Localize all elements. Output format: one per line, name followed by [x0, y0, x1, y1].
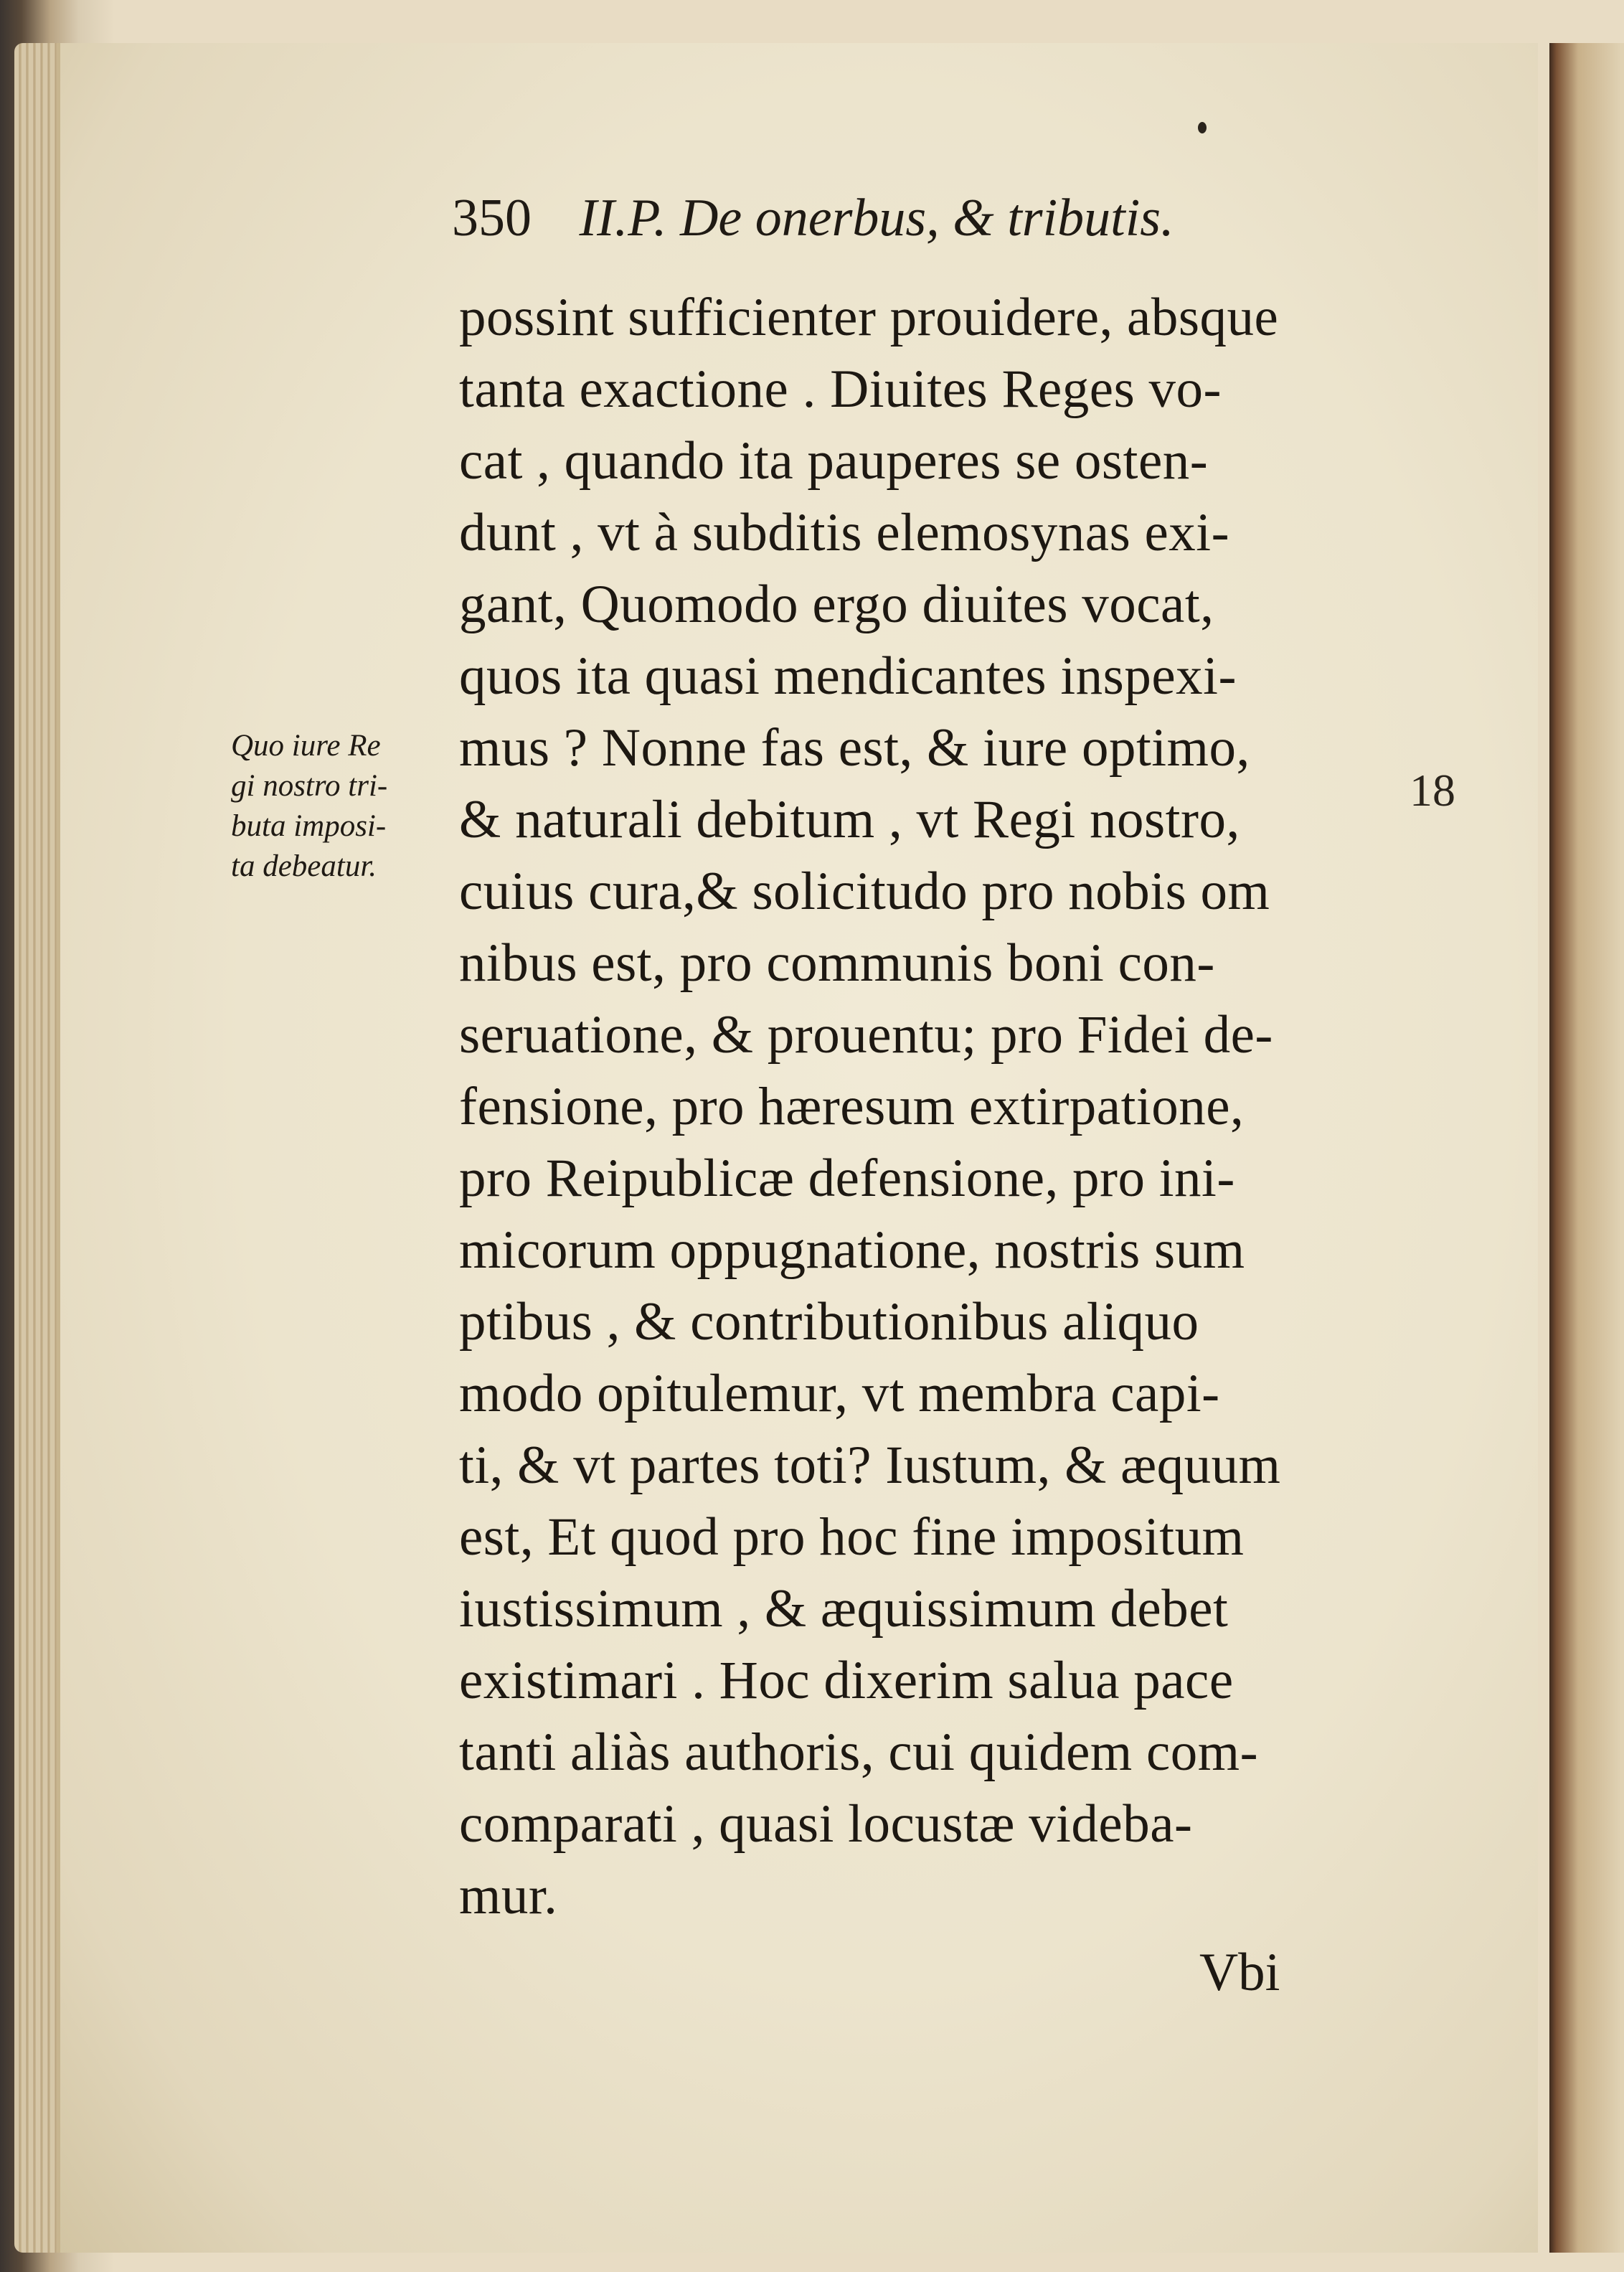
text-line: existimari . Hoc dixerim salua pace — [459, 1651, 1234, 1710]
text-line: iustissimum , & æquissimum debet — [459, 1579, 1229, 1639]
text-line: mus ? Nonne fas est, & iure optimo, — [459, 718, 1250, 778]
text-line: pro Reipublicæ defensione, pro ini- — [459, 1149, 1235, 1208]
margin-note — [231, 726, 461, 887]
margin-note-line: ta debeatur. — [231, 849, 377, 883]
text-line: & naturali debitum , vt Regi nostro, — [459, 790, 1240, 849]
body-text — [459, 282, 1392, 1932]
text-line: tanta exactione . Diuites Reges vo- — [459, 359, 1222, 419]
text-line: quos ita quasi mendicantes inspexi- — [459, 646, 1237, 706]
text-line: cat , quando ita pauperes se osten- — [459, 431, 1209, 491]
text-line: gant, Quomodo ergo diuites vocat, — [459, 575, 1214, 634]
text-line: ptibus , & contributionibus aliquo — [459, 1292, 1199, 1352]
margin-note-line: buta imposi- — [231, 809, 387, 843]
text-line: seruatione, & prouentu; pro Fidei de- — [459, 1005, 1273, 1065]
page-number: 350 — [452, 189, 532, 248]
page-header — [452, 188, 1174, 249]
text-line: tanti aliàs authoris, cui quidem com- — [459, 1722, 1259, 1782]
text-line: ti, & vt partes toti? Iustum, & æquum — [459, 1436, 1281, 1495]
text-line: modo opitulemur, vt membra capi- — [459, 1364, 1220, 1423]
text-line: dunt , vt à subditis elemosynas exi- — [459, 503, 1230, 562]
ink-dot — [1198, 122, 1207, 133]
catchword: Vbi — [1199, 1943, 1280, 2002]
text-line: fensione, pro hæresum extirpatione, — [459, 1077, 1245, 1136]
text-line: mur. — [459, 1866, 558, 1925]
running-title: II.P. De onerbus, & tributis. — [579, 189, 1174, 248]
text-line: nibus est, pro communis boni con- — [459, 933, 1215, 993]
text-line: comparati , quasi locustæ videba- — [459, 1794, 1193, 1854]
margin-note-line: gi nostro tri- — [231, 769, 388, 803]
text-line: micorum oppugnatione, nostris sum — [459, 1220, 1245, 1280]
side-number: 18 — [1410, 765, 1455, 816]
facing-page-edge — [1549, 43, 1624, 2253]
margin-note-line: Quo iure Re — [231, 729, 381, 763]
text-line: possint sufficienter prouidere, absque — [459, 288, 1279, 347]
text-line: cuius cura,& solicitudo pro nobis om — [459, 862, 1270, 921]
text-line: est, Et quod pro hoc fine impositum — [459, 1507, 1245, 1567]
